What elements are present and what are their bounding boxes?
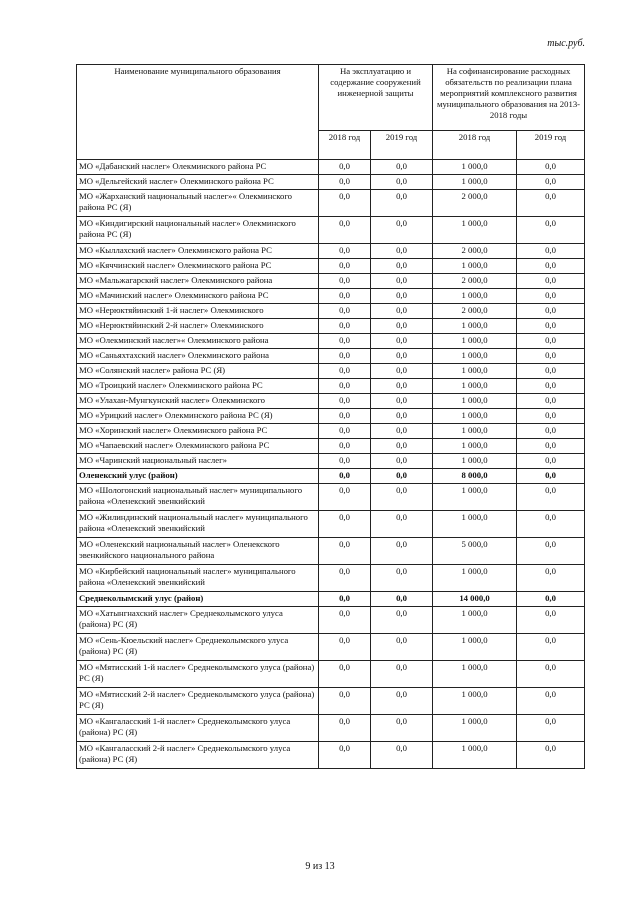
municipality-name-cell: МО «Мальжагарский наслег» Олекминского района <box>77 274 319 289</box>
header-year: 2019 год <box>517 131 585 160</box>
value-cell: 0,0 <box>517 364 585 379</box>
value-cell: 1 000,0 <box>433 661 517 688</box>
value-cell: 0,0 <box>319 259 371 274</box>
value-cell: 14 000,0 <box>433 592 517 607</box>
header-name-column: Наименование муниципального образования <box>77 65 319 160</box>
value-cell: 1 000,0 <box>433 424 517 439</box>
value-cell: 1 000,0 <box>433 394 517 409</box>
municipality-name-cell: МО «Кангаласский 2-й наслег» Среднеколымского улуса (района) РС (Я) <box>77 742 319 769</box>
value-cell: 0,0 <box>319 175 371 190</box>
value-cell: 0,0 <box>319 469 371 484</box>
value-cell: 2 000,0 <box>433 274 517 289</box>
table-row <box>77 715 585 742</box>
value-cell: 0,0 <box>371 715 433 742</box>
municipality-name-cell: МО «Жарханский национальный наслег»« Олекминского района РС (Я) <box>77 190 319 217</box>
municipality-name-cell: МО «Дельгейский наслег» Олекминского района РС <box>77 175 319 190</box>
value-cell: 0,0 <box>371 364 433 379</box>
municipality-name-cell: МО «Троицкий наслег» Олекминского района РС <box>77 379 319 394</box>
value-cell: 0,0 <box>371 439 433 454</box>
value-cell: 0,0 <box>371 538 433 565</box>
value-cell: 0,0 <box>319 409 371 424</box>
table-row <box>77 688 585 715</box>
value-cell: 0,0 <box>517 511 585 538</box>
value-cell: 0,0 <box>517 319 585 334</box>
table-row <box>77 565 585 592</box>
value-cell: 0,0 <box>517 244 585 259</box>
value-cell: 0,0 <box>319 607 371 634</box>
value-cell: 8 000,0 <box>433 469 517 484</box>
value-cell: 0,0 <box>319 274 371 289</box>
value-cell: 0,0 <box>517 274 585 289</box>
municipality-name-cell: МО «Нерюктяйинский 2-й наслег» Олекминского <box>77 319 319 334</box>
value-cell: 0,0 <box>517 217 585 244</box>
value-cell: 1 000,0 <box>433 319 517 334</box>
value-cell: 0,0 <box>371 592 433 607</box>
municipality-name-cell: МО «Жилиндинский национальный наслег» муниципального района «Оленекский эвенкийский <box>77 511 319 538</box>
municipality-name-cell: МО «Саньяхтахский наслег» Олекминского района <box>77 349 319 364</box>
municipality-name-cell: Оленекский улус (район) <box>77 469 319 484</box>
unit-label: тыс.руб. <box>547 38 585 49</box>
table-row <box>77 259 585 274</box>
table-row <box>77 334 585 349</box>
value-cell: 0,0 <box>517 394 585 409</box>
value-cell: 0,0 <box>517 289 585 304</box>
value-cell: 0,0 <box>319 634 371 661</box>
table-row <box>77 304 585 319</box>
value-cell: 1 000,0 <box>433 364 517 379</box>
value-cell: 0,0 <box>517 565 585 592</box>
value-cell: 0,0 <box>371 190 433 217</box>
value-cell: 1 000,0 <box>433 688 517 715</box>
value-cell: 0,0 <box>517 661 585 688</box>
municipality-name-cell: Среднеколымский улус (район) <box>77 592 319 607</box>
header-year: 2019 год <box>371 131 433 160</box>
municipality-name-cell: МО «Хоринский наслег» Олекминского района РС <box>77 424 319 439</box>
page-number: 9 из 13 <box>305 861 335 872</box>
value-cell: 0,0 <box>319 319 371 334</box>
value-cell: 0,0 <box>371 565 433 592</box>
municipality-name-cell: МО «Нерюктяйинский 1-й наслег» Олекминского <box>77 304 319 319</box>
table-row <box>77 424 585 439</box>
value-cell: 0,0 <box>319 688 371 715</box>
table-row <box>77 634 585 661</box>
value-cell: 0,0 <box>517 484 585 511</box>
value-cell: 0,0 <box>319 217 371 244</box>
table-row <box>77 274 585 289</box>
value-cell: 0,0 <box>319 349 371 364</box>
value-cell: 1 000,0 <box>433 349 517 364</box>
value-cell: 1 000,0 <box>433 289 517 304</box>
value-cell: 0,0 <box>319 511 371 538</box>
table-row-district-total <box>77 592 585 607</box>
value-cell: 1 000,0 <box>433 715 517 742</box>
value-cell: 1 000,0 <box>433 259 517 274</box>
table-row <box>77 175 585 190</box>
value-cell: 0,0 <box>517 469 585 484</box>
value-cell: 0,0 <box>371 379 433 394</box>
value-cell: 0,0 <box>517 742 585 769</box>
value-cell: 0,0 <box>371 454 433 469</box>
value-cell: 0,0 <box>371 634 433 661</box>
value-cell: 1 000,0 <box>433 379 517 394</box>
value-cell: 0,0 <box>517 715 585 742</box>
table-row <box>77 538 585 565</box>
value-cell: 0,0 <box>371 688 433 715</box>
value-cell: 0,0 <box>371 607 433 634</box>
value-cell: 2 000,0 <box>433 244 517 259</box>
value-cell: 0,0 <box>371 217 433 244</box>
value-cell: 0,0 <box>319 424 371 439</box>
value-cell: 0,0 <box>517 592 585 607</box>
value-cell: 0,0 <box>319 661 371 688</box>
value-cell: 0,0 <box>319 289 371 304</box>
municipality-name-cell: МО «Чапаевский наслег» Олекминского района РС <box>77 439 319 454</box>
value-cell: 0,0 <box>517 259 585 274</box>
header-group-cofinancing: На софинансирование расходных обязательств по реализации плана мероприятий комплексного развития муниципального образования на 2013-2018 годы <box>433 65 585 131</box>
table-row <box>77 742 585 769</box>
value-cell: 0,0 <box>517 304 585 319</box>
value-cell: 1 000,0 <box>433 334 517 349</box>
value-cell: 0,0 <box>371 742 433 769</box>
value-cell: 0,0 <box>319 364 371 379</box>
value-cell: 0,0 <box>371 259 433 274</box>
header-group-engineering-protection: На эксплуатацию и содержание сооружений инженерной защиты <box>319 65 433 131</box>
municipality-name-cell: МО «Кяччинский наслег» Олекминского района РС <box>77 259 319 274</box>
value-cell: 0,0 <box>371 394 433 409</box>
municipality-name-cell: МО «Кангаласский 1-й наслег» Среднеколымского улуса (района) РС (Я) <box>77 715 319 742</box>
value-cell: 0,0 <box>517 607 585 634</box>
table-row <box>77 244 585 259</box>
value-cell: 0,0 <box>371 349 433 364</box>
value-cell: 0,0 <box>517 454 585 469</box>
value-cell: 0,0 <box>319 334 371 349</box>
value-cell: 1 000,0 <box>433 484 517 511</box>
header-year: 2018 год <box>433 131 517 160</box>
municipality-name-cell: МО «Оленекский национальный наслег» Оленекского эвенкийского национального района <box>77 538 319 565</box>
value-cell: 0,0 <box>371 424 433 439</box>
value-cell: 0,0 <box>517 409 585 424</box>
table-row <box>77 160 585 175</box>
value-cell: 0,0 <box>517 334 585 349</box>
value-cell: 1 000,0 <box>433 454 517 469</box>
municipality-name-cell: МО «Улахан-Мунгкунский наслег» Олекминского <box>77 394 319 409</box>
value-cell: 1 000,0 <box>433 565 517 592</box>
municipality-name-cell: МО «Кирбейский национальный наслег» муниципального района «Оленекский эвенкийский <box>77 565 319 592</box>
table-row <box>77 379 585 394</box>
value-cell: 0,0 <box>319 484 371 511</box>
header-year: 2018 год <box>319 131 371 160</box>
budget-table <box>76 64 585 769</box>
value-cell: 0,0 <box>517 190 585 217</box>
municipality-name-cell: МО «Хатынгнахский наслег» Среднеколымского улуса (района) РС (Я) <box>77 607 319 634</box>
value-cell: 0,0 <box>319 379 371 394</box>
value-cell: 0,0 <box>517 439 585 454</box>
value-cell: 1 000,0 <box>433 409 517 424</box>
value-cell: 1 000,0 <box>433 511 517 538</box>
value-cell: 0,0 <box>319 715 371 742</box>
value-cell: 2 000,0 <box>433 304 517 319</box>
value-cell: 0,0 <box>517 160 585 175</box>
municipality-name-cell: МО «Мятисский 2-й наслег» Среднеколымского улуса (района) РС (Я) <box>77 688 319 715</box>
value-cell: 0,0 <box>517 538 585 565</box>
table-row <box>77 289 585 304</box>
table-row <box>77 394 585 409</box>
municipality-name-cell: МО «Чаринский национальный наслег» <box>77 454 319 469</box>
value-cell: 0,0 <box>319 742 371 769</box>
value-cell: 0,0 <box>319 304 371 319</box>
value-cell: 1 000,0 <box>433 634 517 661</box>
value-cell: 0,0 <box>319 439 371 454</box>
value-cell: 0,0 <box>371 160 433 175</box>
value-cell: 0,0 <box>371 661 433 688</box>
value-cell: 0,0 <box>319 160 371 175</box>
value-cell: 0,0 <box>319 538 371 565</box>
value-cell: 0,0 <box>517 175 585 190</box>
value-cell: 0,0 <box>371 274 433 289</box>
value-cell: 0,0 <box>319 454 371 469</box>
value-cell: 0,0 <box>319 565 371 592</box>
table-row <box>77 409 585 424</box>
table-row <box>77 319 585 334</box>
value-cell: 0,0 <box>319 592 371 607</box>
value-cell: 0,0 <box>517 634 585 661</box>
table-row-district-total <box>77 469 585 484</box>
municipality-name-cell: МО «Мятисский 1-й наслег» Среднеколымского улуса (района) РС (Я) <box>77 661 319 688</box>
value-cell: 1 000,0 <box>433 217 517 244</box>
table-row <box>77 454 585 469</box>
municipality-name-cell: МО «Олекминский наслег»« Олекминского района <box>77 334 319 349</box>
value-cell: 1 000,0 <box>433 607 517 634</box>
value-cell: 0,0 <box>517 424 585 439</box>
table-row <box>77 439 585 454</box>
value-cell: 0,0 <box>371 484 433 511</box>
value-cell: 0,0 <box>371 244 433 259</box>
value-cell: 2 000,0 <box>433 190 517 217</box>
value-cell: 0,0 <box>371 319 433 334</box>
value-cell: 0,0 <box>371 175 433 190</box>
table-row <box>77 484 585 511</box>
municipality-name-cell: МО «Кыллахский наслег» Олекминского района РС <box>77 244 319 259</box>
value-cell: 1 000,0 <box>433 160 517 175</box>
table-row <box>77 349 585 364</box>
table-row <box>77 364 585 379</box>
value-cell: 1 000,0 <box>433 742 517 769</box>
value-cell: 0,0 <box>371 409 433 424</box>
value-cell: 0,0 <box>517 688 585 715</box>
value-cell: 0,0 <box>371 289 433 304</box>
municipality-name-cell: МО «Шологонский национальный наслег» муниципального района «Оленекский эвенкийский <box>77 484 319 511</box>
value-cell: 0,0 <box>371 334 433 349</box>
value-cell: 0,0 <box>319 190 371 217</box>
table-row <box>77 661 585 688</box>
municipality-name-cell: МО «Мачинский наслег» Олекминского района РС <box>77 289 319 304</box>
value-cell: 1 000,0 <box>433 439 517 454</box>
table-row <box>77 217 585 244</box>
value-cell: 0,0 <box>319 394 371 409</box>
value-cell: 0,0 <box>371 304 433 319</box>
value-cell: 0,0 <box>371 511 433 538</box>
value-cell: 0,0 <box>319 244 371 259</box>
value-cell: 0,0 <box>371 469 433 484</box>
value-cell: 1 000,0 <box>433 175 517 190</box>
municipality-name-cell: МО «Урицкий наслег» Олекминского района РС (Я) <box>77 409 319 424</box>
value-cell: 5 000,0 <box>433 538 517 565</box>
table-row <box>77 511 585 538</box>
table-row <box>77 190 585 217</box>
value-cell: 0,0 <box>517 379 585 394</box>
municipality-name-cell: МО «Дабанский наслег» Олекминского района РС <box>77 160 319 175</box>
municipality-name-cell: МО «Киндигирский национальный наслег» Олекминского района РС (Я) <box>77 217 319 244</box>
table-body <box>77 160 585 769</box>
municipality-name-cell: МО «Сень-Кюельский наслег» Среднеколымского улуса (района) РС (Я) <box>77 634 319 661</box>
value-cell: 0,0 <box>517 349 585 364</box>
municipality-name-cell: МО «Солянский наслег» района РС (Я) <box>77 364 319 379</box>
table-row <box>77 607 585 634</box>
